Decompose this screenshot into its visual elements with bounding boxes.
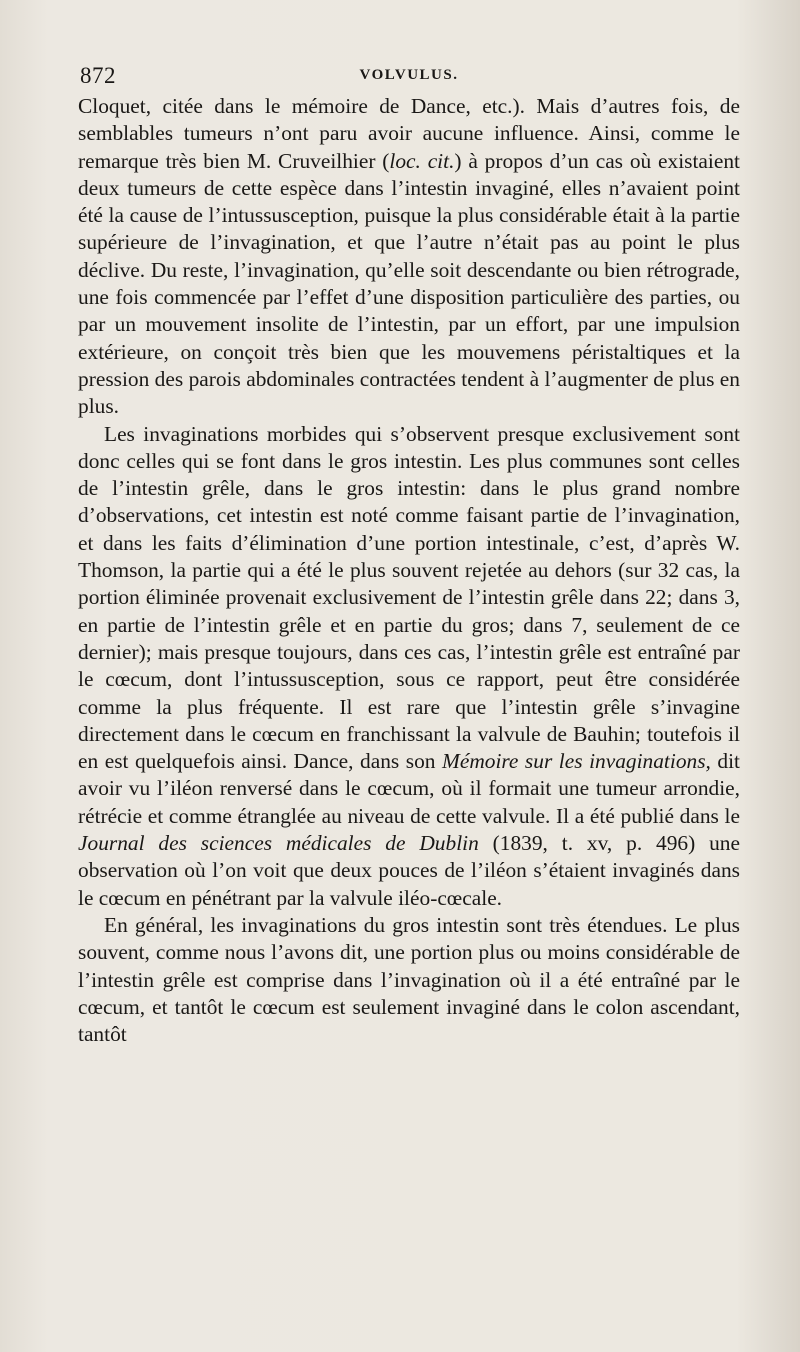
running-title: VOLVULUS. [359, 67, 459, 83]
text-span: dit avoir vu l’iléon renversé dans le cœcum, où il formait une tumeur arrondie, rétrécie et comme étranglée au niveau de cette valvule. Il a été publié dans le [78, 749, 740, 828]
italic-work-title: Mémoire sur les invaginations, [442, 749, 711, 774]
paragraph-2 [78, 421, 740, 912]
body-text [78, 93, 740, 1048]
text-span: (1839, t. xv, p. 496) une observation où l’on voit que deux pouces de l’iléon s’étaient invaginés dans le cœcum en pénétrant par la valvule iléo-cœcale. [78, 831, 740, 910]
text-span: En général, les invaginations du gros intestin sont très étendues. Le plus souvent, comme nous l’avons dit, une portion plus ou moins considérable de l’intestin grêle est comprise dans l’invagination où il a été entraîné par le cœcum, et tantôt le cœcum est seulement invaginé dans le colon ascendant, tantôt [78, 912, 740, 1047]
page-header [80, 63, 738, 89]
text-span: Cloquet, citée dans le mémoire de Dance, etc.). Mais d’autres fois, de semblables tumeurs n’ont paru avoir aucune influence. Ainsi, comme le remarque très bien M. Cruveilhier ( [78, 94, 740, 173]
paragraph-1 [78, 93, 740, 421]
italic-citation: loc. cit. [389, 148, 455, 173]
text-span: ) à propos d’un cas où existaient deux tumeurs de cette espèce dans l’intestin invaginé, elles n’avaient point été la cause de l’intussusception, puisque la plus considérable était à la partie supérieure de l’invagination, et que l’autre n’était pas au point le plus déclive. Du reste, l’invagination, qu’elle soit descendante ou bien rétrograde, une fois commencée par l’effet d’une disposition particulière des parties, ou par un mouvement insolite de l’intestin, par un effort, par une impulsion extérieure, on conçoit très bien que les mouvemens péristaltiques et la pression des parois abdominales contractées tendent à l’augmenter de plus en plus. [78, 148, 740, 419]
paragraph-3 [78, 912, 740, 1048]
italic-journal-title: Journal des sciences médicales de Dublin [78, 831, 479, 856]
text-span: Les invaginations morbides qui s’observent presque exclusivement sont donc celles qui se font dans le gros intestin. Les plus communes sont celles de l’intestin grêle, dans le gros intestin: dans le plus grand nombre d’observations, cet intestin est noté comme faisant partie de l’invagination, et dans les faits d’élimination d’une portion intestinale, c’est, d’après W. Thomson, la partie qui a été le plus souvent rejetée au dehors (sur 32 cas, la portion éliminée provenait exclusivement de l’intestin grêle dans 22; dans 3, en partie de l’intestin grêle et en partie du gros; dans 7, seulement de ce dernier); mais presque toujours, dans ces cas, l’intestin grêle est entraîné par le cœcum, dont l’intussusception, sous ce rapport, peut être considérée comme la plus fréquente. Il est rare que l’intestin grêle s’invagine directement dans le cœcum en franchissant la valvule de Bauhin; toutefois il en est quelquefois ainsi. Dance, dans son [78, 421, 740, 774]
page-number: 872 [80, 63, 116, 88]
